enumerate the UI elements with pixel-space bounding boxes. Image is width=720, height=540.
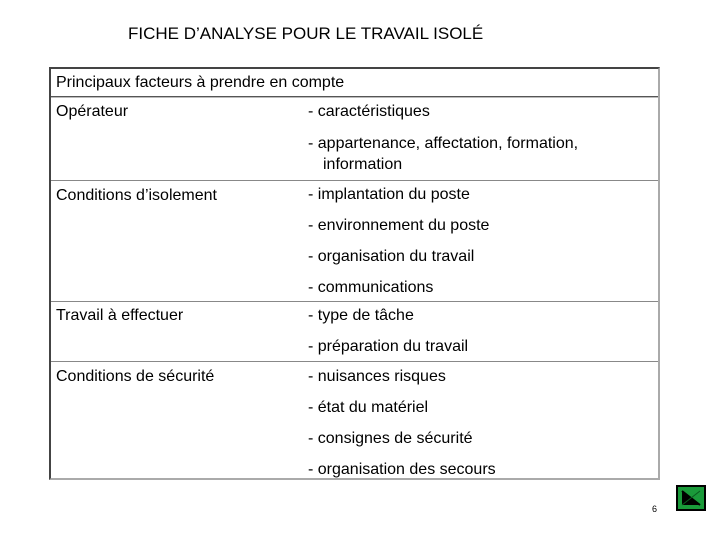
row-item: - appartenance, affectation, formation, — [308, 135, 579, 152]
row-label-travail: Travail à effectuer — [56, 307, 184, 324]
row-item: - état du matériel — [308, 399, 429, 416]
row-item: - préparation du travail — [308, 338, 469, 355]
row-item: information — [323, 156, 403, 173]
row-label-operateur: Opérateur — [56, 103, 129, 120]
row-label-conditions-securite: Conditions de sécurité — [56, 368, 215, 385]
row-item: - organisation du travail — [308, 248, 475, 265]
row-item: - implantation du poste — [308, 186, 470, 203]
page-number: 6 — [652, 504, 658, 514]
row-item: - caractéristiques — [308, 103, 430, 120]
table-header: Principaux facteurs à prendre en compte — [56, 74, 345, 91]
row-item: - type de tâche — [308, 307, 414, 324]
row-divider — [51, 301, 658, 302]
row-label-conditions-isolement: Conditions d’isolement — [56, 187, 217, 204]
home-arrow-icon[interactable] — [676, 485, 706, 511]
row-divider — [51, 361, 658, 362]
row-item: - environnement du poste — [308, 217, 490, 234]
row-item: - communications — [308, 279, 434, 296]
row-item: - organisation des secours — [308, 461, 496, 478]
row-item: - consignes de sécurité — [308, 430, 473, 447]
row-item: - nuisances risques — [308, 368, 446, 385]
row-divider — [51, 180, 658, 181]
header-divider — [51, 96, 658, 98]
page-title: FICHE D’ANALYSE POUR LE TRAVAIL ISOLÉ — [128, 24, 484, 43]
analysis-table — [49, 67, 660, 480]
